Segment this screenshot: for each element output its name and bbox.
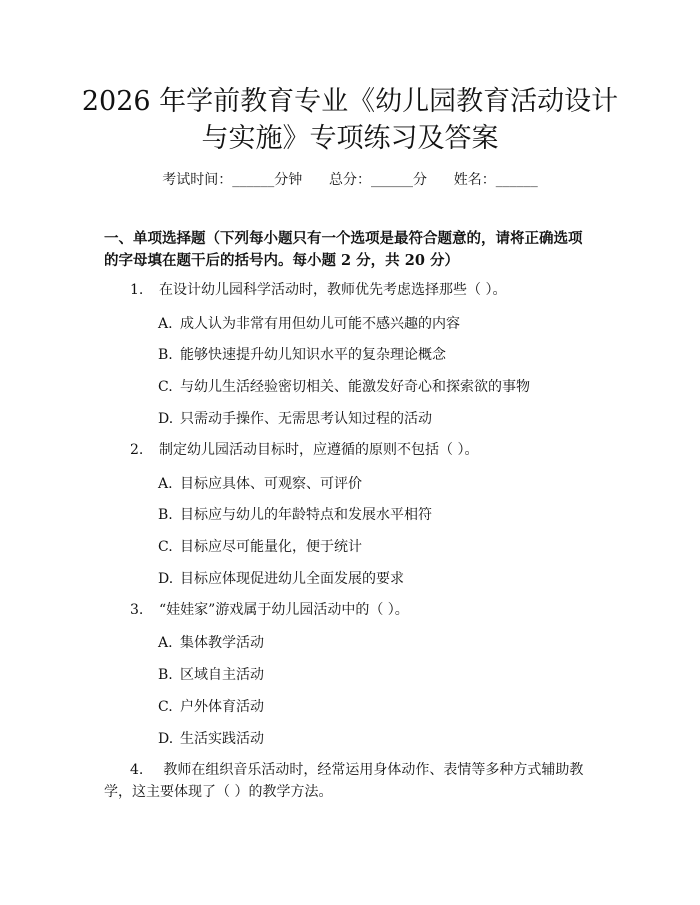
option-letter: A. <box>158 476 173 492</box>
question-1 <box>104 279 596 301</box>
question-1-option-d <box>158 409 598 429</box>
question-text: 教师在组织音乐活动时，经常运用身体动作、表情等多种方式辅助教学，这主要体现了（ ）的教学方法。 <box>104 762 584 800</box>
option-text: 集体教学活动 <box>180 635 264 651</box>
option-text: 只需动手操作、无需思考认知过程的活动 <box>180 411 432 427</box>
question-1-option-b <box>158 345 598 365</box>
option-letter: D. <box>158 411 174 427</box>
option-letter: D. <box>158 571 174 587</box>
question-number: 1. <box>130 282 144 298</box>
question-number: 2. <box>130 442 144 458</box>
option-text: 成人认为非常有用但幼儿可能不感兴趣的内容 <box>180 316 460 332</box>
option-letter: B. <box>158 347 173 363</box>
question-2-option-c <box>158 537 598 557</box>
question-2-option-a <box>158 474 598 494</box>
question-number: 4. <box>130 762 144 778</box>
document-title-line-1: 2026 年学前教育专业《幼儿园教育活动设计 <box>81 86 619 117</box>
question-3-option-a <box>158 633 598 653</box>
section-heading: 一、单项选择题（下列每小题只有一个选项是最符合题意的，请将正确选项的字母填在题干后的括号内。每小题 2 分，共 20 分） <box>104 230 583 269</box>
option-letter: A. <box>158 635 173 651</box>
option-letter: B. <box>158 507 173 523</box>
question-2 <box>104 439 596 461</box>
question-2-option-b <box>158 505 598 525</box>
question-1-option-c <box>158 377 598 397</box>
option-letter: C. <box>158 539 173 555</box>
option-text: 能够快速提升幼儿知识水平的复杂理论概念 <box>180 347 446 363</box>
question-text: 在设计幼儿园科学活动时，教师优先考虑选择那些（ ）。 <box>159 282 507 298</box>
question-3-option-c <box>158 697 598 717</box>
question-1-option-a <box>158 314 598 334</box>
option-text: 区域自主活动 <box>180 667 264 683</box>
option-text: 目标应体现促进幼儿全面发展的要求 <box>180 571 404 587</box>
option-text: 户外体育活动 <box>180 699 264 715</box>
question-3-option-b <box>158 665 598 685</box>
question-text: 制定幼儿园活动目标时，应遵循的原则不包括（ ）。 <box>159 442 479 458</box>
option-text: 与幼儿生活经验密切相关、能激发好奇心和探索欲的事物 <box>180 379 530 395</box>
option-letter: B. <box>158 667 173 683</box>
option-text: 目标应与幼儿的年龄特点和发展水平相符 <box>180 507 432 523</box>
question-3 <box>104 599 596 621</box>
question-2-option-d <box>158 569 598 589</box>
option-letter: A. <box>158 316 173 332</box>
option-letter: C. <box>158 379 173 395</box>
option-text: 目标应具体、可观察、可评价 <box>180 476 362 492</box>
option-text: 目标应尽可能量化，便于统计 <box>180 539 362 555</box>
exam-info-line: 考试时间：______分钟 总分：______分 姓名：______ <box>162 172 538 188</box>
question-4 <box>104 759 596 803</box>
question-3-option-d <box>158 729 598 749</box>
document-title-line-2: 与实施》专项练习及答案 <box>201 123 499 154</box>
question-text: “娃娃家”游戏属于幼儿园活动中的（ ）。 <box>159 602 409 618</box>
question-number: 3. <box>130 602 144 618</box>
option-letter: C. <box>158 699 173 715</box>
option-text: 生活实践活动 <box>180 731 264 747</box>
option-letter: D. <box>158 731 174 747</box>
